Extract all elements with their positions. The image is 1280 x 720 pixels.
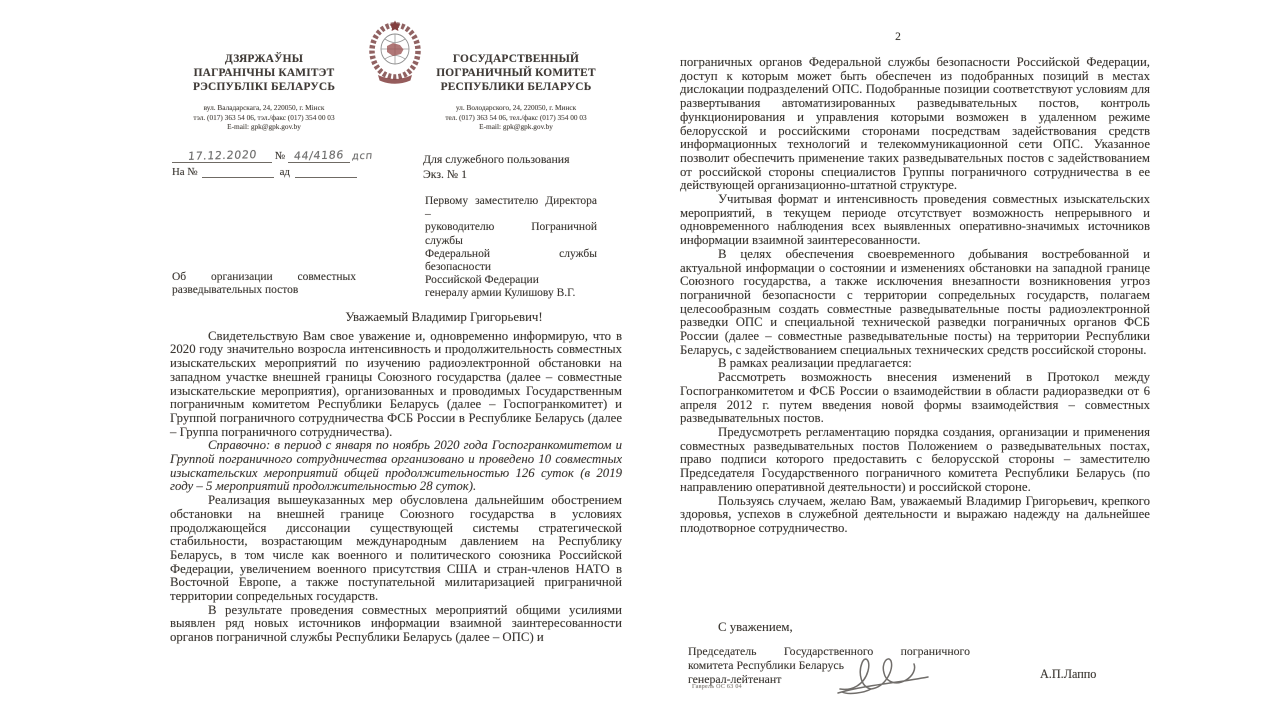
blank-field [202,167,274,178]
org-address-ru [428,103,604,131]
letterhead-belarusian [176,53,352,131]
address-line: тел. (017) 363 54 06, тел./факс (017) 354 00 03 [445,112,587,122]
paragraph: Пользуясь случаем, желаю Вам, уважаемый Владимир Григорьевич, крепкого здоровья, успехов в служебной деятельности и выражаю надежду на дальнейшее плодотворное сотрудничество. [680,493,1150,535]
org-address-by [176,103,352,131]
letterhead-russian [428,53,604,131]
paragraph: В целях обеспечения своевременного добывания востребованной и актуальной информации о состоянии и изменениях обстановки на западной границе Союзного государства, а также исключения внезапности возникновения угроз пограничной безопасности с территории сопредельных государств, полагаем целесообразным создать совместные разведывательные посты радиоэлектронной разведки ОПС и специальной технической разведки пограничных органов ФСБ России (далее – совместные разведывательные посты) на территории Республики Беларусь, с задействованием специальных технических средств российской стороны. [680,246,1150,357]
addressee-line: Российской Федерации [425,274,539,287]
signature-block [688,645,1150,700]
handwritten-signature [836,649,936,699]
belarus-coat-of-arms-icon [366,18,424,84]
ad-label: ад [279,166,290,178]
paragraph: Учитывая формат и интенсивность проведения совместных изыскательских мероприятий, в текущем периоде отсутствует возможность непрерывного и одновременного наблюдения всех выявленных оперативно-значимых источников информации взаимной заинтересованности. [680,192,1150,248]
org-name-line: РЕСПУБЛИКИ БЕЛАРУСЬ [440,80,592,93]
page-number: 2 [895,31,901,43]
number-sign-label: № [274,150,286,162]
letter-body-page-2 [680,56,1150,536]
address-line: ул. Володарского, 24, 220050, г. Минск [455,103,577,113]
date-field [172,149,272,163]
paragraph-continuation: пограничных органов Федеральной службы безопасности Российской Федерации, доступ к которым может быть обеспечен из подобранных позиций в местах дислокации подразделений ОПС. Подобранные позиции соответствуют условиям для развертывания автоматизированных разведывательных постов, контроль функционирования и управления которыми возможен в удаленном режиме белорусской и российскими сторонами посредствам задействования средств информационных технологий и телекоммуникационной сети ОПС. Указанное позволит обеспечить применение таких разведывательных постов с задействованием от российской стороны специалистов Группы пограничного сотрудничества в ее действующей организационно-штатной структуре. [680,55,1150,193]
paragraph: Свидетельствую Вам свое уважение и, одновременно информирую, что в 2020 году значительно возросла интенсивность и продолжительность совместных изыскательских мероприятий по изучению радиоэлектронной обстановки на западном участке внешней границы Союзного государства (далее – совместные изыскательские мероприятия), организованных и проводимых Государственным пограничным комитетом Республики Беларусь (далее – Госпогранкомитет) и Группой пограничного сотрудничества ФСБ России в Республике Беларусь (далее – Группа пограничного сотрудничества). [170,328,622,439]
addressee-line: Федеральной службы безопасности [425,247,597,274]
paragraph: В рамках реализации предлагается: [718,356,912,371]
blank-field [295,167,357,178]
copy-number-line: Экз. № 1 [423,166,468,181]
org-name-line: ПОГРАНИЧНЫЙ КОМИТЕТ [436,66,596,79]
subject-block [172,271,356,297]
address-line: вул. Валадарскага, 24, 220050, г. Мінск [203,103,325,113]
handwritten-number: 44/4186 [293,148,345,163]
executor-note: Гаврель ОС 63 04 [692,684,742,690]
registration-line [172,149,424,163]
paragraph: Предусмотреть регламентацию порядка создания, организации и применения совместных разведывательных постов Положением о разведывательных постах, право подписи которого предоставить с белорусской стороны – заместителю Председателя Государственного пограничного комитета Республики Беларусь (по направлению оперативной деятельности) и российской стороне. [680,424,1150,494]
letter-page-2 [680,0,1150,720]
paragraph: В результате проведения совместных мероприятий общими усилиями выявлен ряд новых источников информации взаимной заинтересованности органов пограничной службы Республики Беларусь (далее – ОПС) и [170,602,622,645]
handwritten-suffix: дсп [351,150,374,163]
number-field [288,149,350,163]
org-name-by [176,53,352,94]
org-name-line: РЭСПУБЛІКІ БЕЛАРУСЬ [192,80,336,93]
na-label: На № [172,166,198,178]
org-name-ru [428,53,604,94]
classification-line: Для служебного пользования [423,152,570,166]
handwritten-date: 17.12.2020 [186,148,258,163]
address-line: E-mail: gpk@gpk.gov.by [479,121,553,131]
addressee-line: руководителю Пограничной службы [425,221,597,247]
address-line: E-mail: gpk@gpk.gov.by [227,121,301,131]
addressee-line: Первому заместителю Директора – [425,195,597,221]
closing-phrase: С уважением, [718,620,793,634]
letter-page-1 [170,0,622,720]
classification-stamp [423,152,623,181]
reference-note-paragraph: Справочно: в период с января по ноябрь 2020 года Госпогранкомитетом и Группой пограничного сотрудничества организовано и проведено 10 совместных изыскательских мероприятий общей продолжительностью 126 суток (в 2019 году – 5 мероприятий продолжительностью 28 суток). [170,438,622,494]
signer-position-line: генерал-лейтенант [688,671,782,686]
signer-position-line: комитета Республики Беларусь [688,657,844,672]
reply-reference-line [172,166,424,178]
signer-name: А.П.Лаппо [1040,667,1097,681]
org-name-line: ДЗЯРЖАЎНЫ [224,53,304,65]
subject-line: разведывательных постов [172,284,299,297]
signer-position-line: Председатель Государственного пограничного [688,644,970,658]
addressee-block [425,195,597,301]
addressee-line: генералу армии Кулишову В.Г. [425,287,576,300]
subject-line: Об организации совместных [172,271,356,283]
salutation: Уважаемый Владимир Григорьевич! [345,310,543,324]
paragraph: Реализация вышеуказанных мер обусловлена дальнейшим обострением обстановки на внешней границе Союзного государства в условиях продолжающейся диссонации существующей системы стратегической стабильности, возрастающим международным давлением на Республику Беларусь, в том числе как военного и политического союзника Российской Федерации, увеличением военного присутствия США и стран-членов НАТО в Восточной Европе, а также поступательной милитаризацией приграничной территории сопредельных государств. [170,493,622,604]
address-line: тэл. (017) 363 54 06, тэл./факс (017) 354 00 03 [193,112,335,122]
org-name-line: ГОСУДАРСТВЕННЫЙ [452,53,580,65]
letter-body-page-1 [170,311,622,645]
paragraph: Рассмотреть возможность внесения изменений в Протокол между Госпогранкомитетом и ФСБ России о взаимодействии в области радиоразведки от 6 апреля 2012 г. путем введения новой формы взаимодействия – совместных разведывательных постов. [680,370,1150,426]
org-name-line: ПАГРАНІЧНЫ КАМІТЭТ [193,66,335,79]
